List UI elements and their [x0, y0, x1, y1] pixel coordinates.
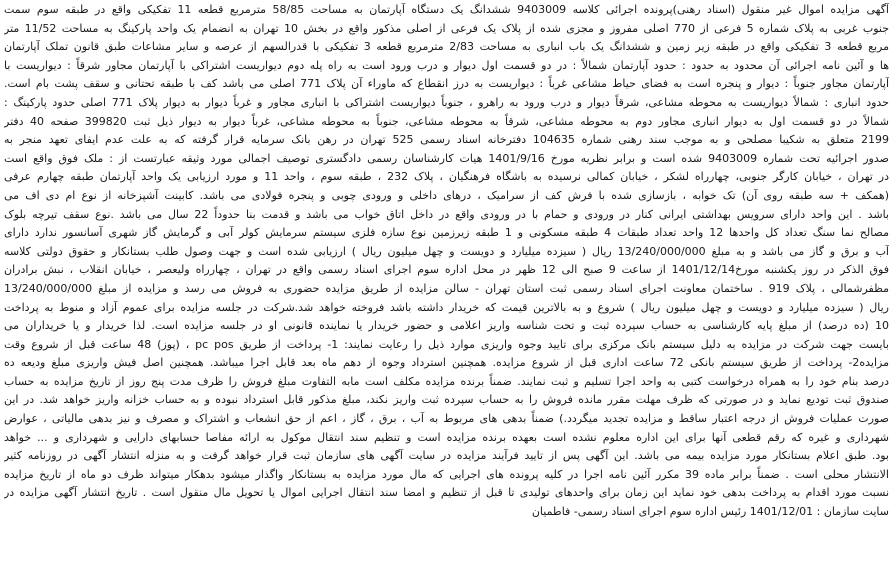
notice-line: آگهی مزایده اموال غیر منقول (اسناد رهنی)پرونده اجرائی کلاسه 9403009 ششدانگ یک دستگاه آپارتمان به مساحت 58/85 مترمربع قطعه 11 تفکیکی واقع در طبقه سوم سمت — [4, 3, 889, 16]
notice-line: آپارتمان مجاور جنوباً : دیوار و پنجره است به فضای حیاط مشاعی غرباً : دیواریست به درز انقطاع که ماوراء آن پلاک 771 اصلی می باشد کف با طبقه تحتانی و سقف پشت بام است. — [4, 77, 889, 91]
notice-line: بایست جهت شرکت در مزایده به دلیل سیستم بانک مرکزی برای تایید وجوه واریزی موارد ذیل را رعایت نمایند: 1- پرداخت از طریق pc pos ، (پوز) 48 ساعت قبل از شروع وقت — [4, 337, 889, 351]
notice-line: جنوب غربی به پلاک شماره 5 فرعی از 770 اصلی مفروز و مجزی شده از پلاک یک فرعی از اصلی مذکور واقع در بخش 10 تهران به انضمام یک واحد پارکینگ به مساحت 11/52 متر — [4, 21, 889, 35]
notice-line: شمالاً در دو قسمت اول به دیوار انباری مجاور دوم به محوطه مشاعی، شرقاً به محوطه مشاعی، جنوباً به محوطه مشاعی، غرباً دیوار به دیوار ذیل ثبت 399820 صفحه 40 دفتر — [4, 114, 889, 128]
auction-notice-body — [4, 1, 889, 522]
notice-line: باشد . این واحد دارای سرویس بهداشتی ایرانی کنار در ورودی و حمام با در ورودی واقع در داخل اتاق خواب می باشد و قدمت بنا حدوداً 22 سال می باشد .نوع سقف تیرچه بلوک — [4, 207, 889, 221]
notice-line: مصالح نما سنگ تعداد کل واحدها 12 واحد تعداد طبقات 4 طبقه مسکونی و 1 طبقه زیرزمین نوع سازه فلزی سیستم سرمایش کولر آبی و گرمایش گاز شهری آسانسور ندارد دارای — [4, 226, 889, 240]
notice-line: مظفرشمالی ، پلاک 919 . ساختمان معاونت اجرای اسناد رسمی ثبت استان تهران - سالن مزایده از طریق مزایده حضوری به فروش می رسد و مزایده از مبلغ 13/240/000/000 — [4, 281, 889, 295]
notice-line: حدود انباری : شمالاً دیواریست به محوطه مشاعی، شرقاً دیوار و درب ورود به راهرو ، جنوباً دیواریست اشتراکی با انباری مجاور و غرباً دیوار به دیوار پلاک 771 اصلی حدود پارکینگ : — [4, 95, 889, 109]
notice-line: درصد بنام خود را به همراه درخواست کتبی به واحد اجرا تسلیم و ثبت نمایند. ضمناً برنده مزایده مکلف است مابه التفاوت مبلغ فروش را ظرف مدت پنج روز از تاریخ مزایده به حساب — [4, 374, 889, 388]
notice-line: شهرداری و غیره که رقم قطعی آنها برای این اداره معلوم نشده است بعهده برنده مزایده است و تنظیم سند انتقال موکول به ارائه مفاصا حسابهای دارایی و شهرداری و ... خواهد — [4, 430, 889, 444]
notice-line: نسبت مورد اقدام به پرداخت بدهی خود نماید این زمان برای واحدهای تولیدی تا قبل از تنظیم و امضا سند انتقال اجرایی اموال یا تحویل مال منقول است . تاریخ انتشار آگهی مزایده در — [4, 486, 889, 500]
notice-line: صورت عملیات فروش از درجه اعتبار ساقط و مزایده تجدید میگردد.) ضمناً بدهی های مربوط به آب ، برق ، گاز ، اعم از حق انشعاب و اشتراک و مصرف و نیز بدهی مالیاتی ، عوارض — [4, 412, 889, 426]
notice-line: صدور اجرائیه تحت شماره 9403009 شده است و برابر نظریه مورخ 1401/9/16 هیات کارشناسان رسمی دادگستری توصیف اجمالی مورد وثیقه عبارتست از : ملک فوق واقع است — [4, 151, 889, 165]
notice-line: آب و برق و گاز می باشد و به مبلغ 13/240/000/000 ریال ( سیزده میلیارد و دویست و چهل میلیون ریال ) ارزیابی شده است و جهت وصول طلب بستانکار و حقوق دولتی کلاسه — [4, 244, 889, 258]
notice-line: در تهران ، خیابان کارگر جنوبی، چهارراه لشکر ، خیابان کمالی نرسیده به باشگاه فرهنگیان ، پلاک 232 ، طبقه سوم ، واحد 11 و مورد ارزیابی یک واحد آپارتمان طبقه چهارم عرفی — [4, 170, 889, 184]
notice-line: صندوق ثبت تودیع نماید و در صورتی که ظرف مهلت مقرر مانده فروش را به حساب سپرده ثبت واریز نکند، مبلغ مذکور قابل استرداد نبوده و به حساب خزانه واریز خواهد شد. در این — [4, 393, 889, 407]
notice-line: مربع قطعه 3 تفکیکی واقع در طبقه زیر زمین و ششدانگ یک باب انباری به مساحت 2/83 مترمربع قطعه 3 تفکیکی با قدرالسهم از عرصه و سایر مشاعات طبق قانون تملک آپارتمان — [4, 40, 889, 54]
notice-line: 2199 متعلق به شکیبا مصلحی و به موجب سند رهنی شماره 104635 دفترخانه اسناد رسمی 525 تهران در رهن بانک سرمایه قرار گرفته که به علت عدم ایفای تعهد منجر به — [4, 133, 889, 147]
notice-line: 10 (ده درصد) از مبلغ پایه کارشناسی به حساب سپرده ثبت و تحت شناسه واریز اعلامی و حضور خریدار یا نماینده قانونی او در جلسه مزایده است. لذا خریدار و یا خریداران می — [4, 319, 889, 333]
notice-line: ریال ( سیزده میلیارد و دویست و چهل میلیون ریال ) شروع و به بالاترین قیمت که خریدار داشته باشد فروخته خواهد شد.شرکت در جلسه مزایده برای عموم آزاد و منوط به پرداخت — [4, 300, 889, 314]
notice-line: فوق الذکر در روز یکشنبه مورخ1401/12/14 از ساعت 9 صبح الی 12 ظهر در محل اداره سوم اجرای اسناد رسمی واقع در تهران ، چهارراه ولیعصر ، خیابان انقلاب ، نبش برادران — [4, 263, 889, 277]
notice-line-signature: سایت سازمان : 1401/12/01 رئیس اداره سوم اجرای اسناد رسمی- فاطمیان — [531, 505, 889, 519]
notice-line: (همکف + سه طبقه روی آن) تک خوابه ، بازسازی شده با فرش کف از سرامیک ، درهای داخلی و ورودی چوبی و پنجره فولادی می باشد. کابینت آشپزخانه از نوع ام دی اف می — [4, 188, 889, 202]
notice-line: ها و آئین نامه اجرائی آن محدود به حدود : حدود آپارتمان شمالاً : در دو قسمت اول دیوار و درب ورود است به راه پله دوم دیواریست اشتراکی با آپارتمان مجاور شرقاً : دیواریست با — [4, 58, 889, 72]
notice-line: بود. طبق اعلام بستانکار مورد مزایده بیمه می باشد. این آگهی پس از تایید فرآیند مزایده در سایت آگهی های سازمان ثبت قرار خواهد گرفت و به منزله انتشار آگهی در روزنامه کثیر — [4, 449, 889, 463]
notice-line: الانتشار محلی است . ضمناً برابر ماده 39 مکرر آئین نامه اجرا در کلیه پرونده های اجرایی که مال مورد مزایده به بستانکار واگذار میشود بدهکار میتواند ظرف دو ماه از تاریخ مزایده — [4, 467, 889, 481]
notice-line: مزایده2- پرداخت از طریق سیستم بانکی 72 ساعت اداری قبل از شروع مزایده. همچنین استرداد وجوه از دهم ماه بعد قابل اجرا میباشد. همچنین اصل فیش واریزی مبلغ ودیعه ده — [4, 356, 889, 370]
